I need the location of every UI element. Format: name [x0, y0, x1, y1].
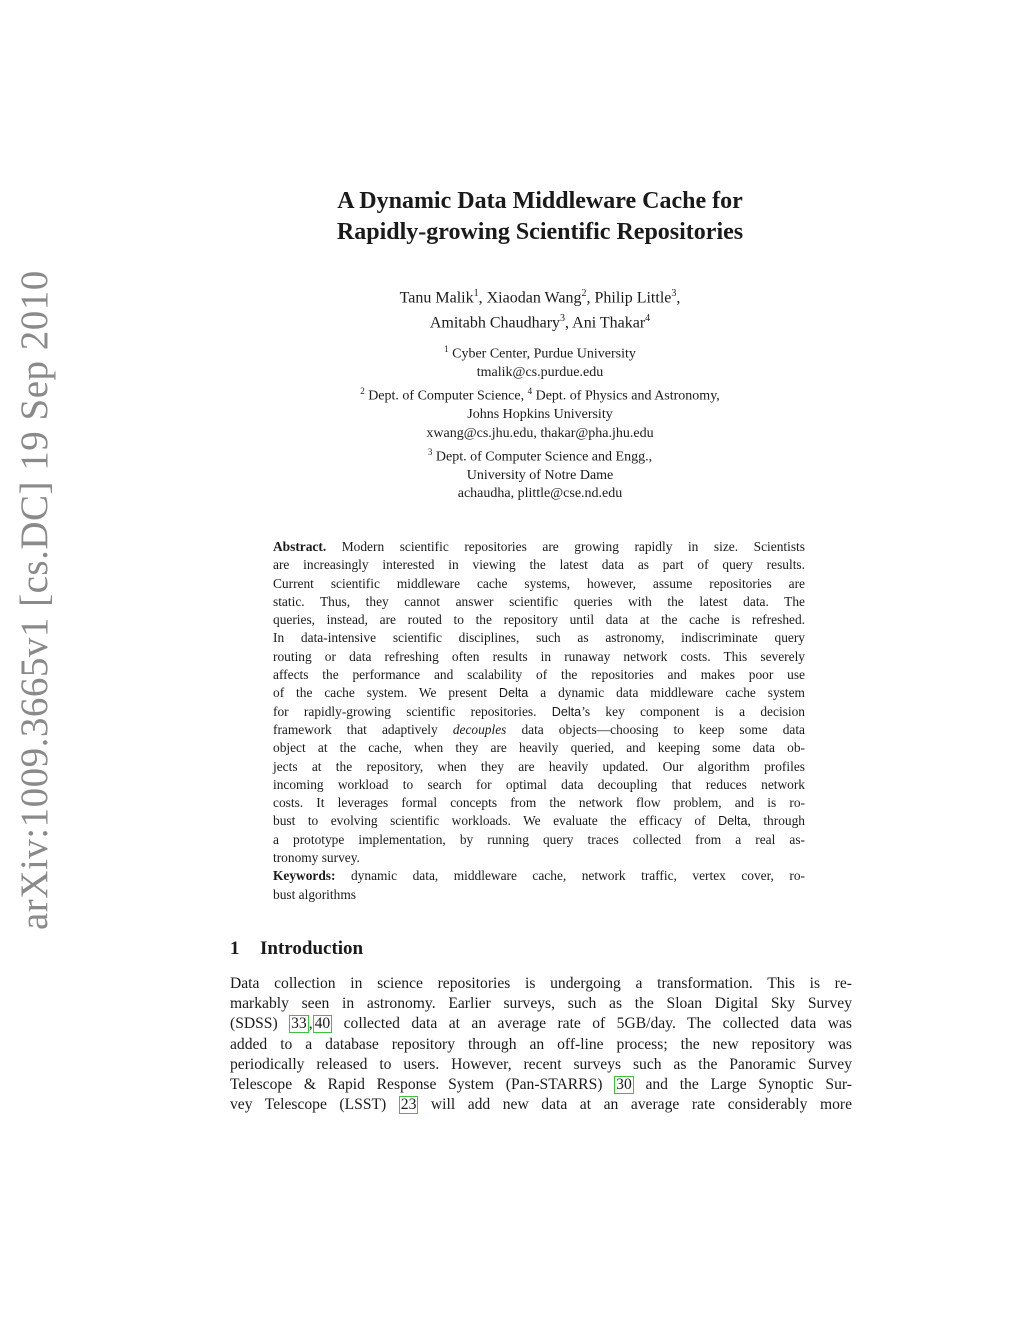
- citation-link[interactable]: 23: [400, 1096, 417, 1114]
- abstract-line: affects the performance and scalability of the repositories and makes poor use: [273, 667, 805, 683]
- author-affiliation-mark: 3: [671, 288, 677, 299]
- abstract-text: Modern scientific repositories are growing rapidly in size. Scientists: [341, 539, 805, 554]
- introduction-body: [230, 974, 852, 1115]
- affiliation-3: [230, 443, 850, 467]
- abstract-text: bust to evolving scientific workloads. We evaluate the efficacy of: [273, 813, 706, 829]
- citation-link[interactable]: 33: [291, 1015, 307, 1033]
- body-text: collected data at an average rate of 5GB/day. The collected data was: [343, 1015, 853, 1033]
- abstract-text: ’s key component is a decision: [581, 703, 805, 719]
- system-name-delta: Delta: [551, 704, 582, 719]
- author-list: [230, 283, 850, 334]
- affiliation-2-4-institution: Johns Hopkins University: [467, 407, 613, 423]
- affiliation-name: Dept. of Computer Science,: [368, 388, 525, 404]
- body-text: vey Telescope (LSST): [230, 1096, 387, 1114]
- author-affiliation-mark: 4: [645, 313, 651, 325]
- author-name: Philip Little: [594, 289, 672, 307]
- body-text: will add new data at an average rate considerably more: [430, 1096, 852, 1114]
- body-line: [230, 1095, 852, 1115]
- affiliation-1-email: tmalik@cs.purdue.edu: [476, 364, 604, 380]
- abstract-line: [273, 703, 805, 721]
- citation-link[interactable]: 40: [314, 1015, 331, 1033]
- affiliation-name: Dept. of Physics and Astronomy,: [535, 388, 720, 404]
- author-line-2: Amitabh Chaudhary$^3$, Ani Thakar$^4$: [429, 313, 651, 332]
- affiliation-3-institution: University of Notre Dame: [466, 467, 614, 483]
- author-affiliation-mark: 2: [581, 288, 587, 299]
- paper-title: [230, 186, 850, 248]
- abstract-line: a prototype implementation, by running query traces collected from a real as-: [273, 831, 805, 847]
- body-line: (SDSS) 33 , 40 collected data at an average rate of 5GB/day. The collected data was: [230, 1015, 853, 1033]
- body-line: markably seen in astronomy. Earlier surveys, such as the Sloan Digital Sky Survey: [230, 995, 852, 1013]
- body-text: Telescope & Rapid Response System (Pan-STARRS): [230, 1075, 603, 1093]
- abstract-line: [273, 812, 805, 830]
- affiliation-2-4: [230, 382, 850, 406]
- system-name-delta: Delta: [498, 686, 529, 701]
- body-line: added to a database repository through an off-line process; the new repository was: [230, 1035, 852, 1053]
- author-line-1: Tanu Malik$^1$, Xiaodan Wang$^2$, Philip Little$^3$,: [399, 288, 681, 307]
- author-affiliation-mark: 1: [473, 288, 479, 299]
- body-line: [230, 1075, 852, 1095]
- affiliation-mark: 4: [527, 386, 533, 397]
- title-line-1: A Dynamic Data Middleware Cache for: [337, 188, 743, 214]
- abstract-line: [273, 721, 805, 739]
- abstract-line: object at the cache, when they are heavily queried, and keeping some data ob-: [273, 740, 805, 756]
- keywords-text: dynamic data, middleware cache, network traffic, vertex cover, ro-: [350, 868, 805, 884]
- abstract-line: incoming workload to search for optimal data decoupling that reduces network: [273, 776, 805, 792]
- abstract-text: , through: [747, 813, 805, 829]
- body-text: (SDSS): [230, 1015, 278, 1033]
- affiliation-mark: 1: [444, 344, 449, 354]
- author-name: Amitabh Chaudhary: [429, 314, 561, 332]
- abstract-label: Abstract.: [273, 539, 327, 554]
- section-number: 1: [230, 938, 240, 959]
- system-name-delta: Delta: [718, 814, 748, 829]
- body-line: periodically released to users. However, recent surveys such as the Panoramic Survey: [230, 1055, 852, 1073]
- author-name: Tanu Malik: [399, 289, 474, 307]
- affiliation-mark: 3: [427, 446, 433, 457]
- affiliation-3-email: achaudha, plittle@cse.nd.edu: [457, 486, 623, 502]
- abstract-line: tronomy survey.: [273, 850, 360, 866]
- abstract-text: a dynamic data middleware cache system: [540, 685, 805, 701]
- abstract: [273, 538, 805, 904]
- abstract-text: data objects—choosing to keep some data: [521, 721, 805, 737]
- abstract-text: of the cache system. We present: [273, 685, 487, 701]
- abstract-line: costs. It leverages formal concepts from the network flow problem, and is ro-: [273, 795, 805, 811]
- abstract-line: Current scientific middleware cache systems, however, assume repositories are: [273, 575, 805, 591]
- author-affiliation-mark: 3: [560, 313, 566, 325]
- author-name: Ani Thakar: [572, 314, 646, 332]
- abstract-line: In data-intensive scientific disciplines, such as astronomy, indiscriminate query: [273, 630, 805, 646]
- body-line: Data collection in science repositories is undergoing a transformation. This is re-: [230, 975, 852, 992]
- body-text: and the Large Synoptic Sur-: [645, 1075, 852, 1093]
- emphasis-decouples: decouples: [452, 721, 507, 737]
- abstract-line: queries, instead, are routed to the repository until data at the cache is refreshed.: [273, 612, 805, 628]
- abstract-line: [273, 538, 805, 556]
- keywords-line: [273, 867, 805, 885]
- arxiv-id-text: arXiv:1009.3665v1 [cs.DC] 19 Sep 2010: [13, 270, 56, 930]
- abstract-line: jects at the repository, when they are heavily updated. Our algorithm profiles: [273, 758, 805, 774]
- affiliation-1: [230, 340, 850, 364]
- arxiv-identifier-stamp: [0, 270, 80, 930]
- title-line-2: Rapidly-growing Scientific Repositories: [336, 219, 744, 245]
- abstract-text: for rapidly-growing scientific repositories.: [273, 703, 537, 719]
- affiliation-2-4-email: xwang@cs.jhu.edu, thakar@pha.jhu.edu: [426, 425, 654, 441]
- abstract-line: [273, 684, 805, 702]
- section-title: Introduction: [260, 938, 364, 959]
- affiliation-block: [230, 340, 850, 503]
- section-heading-introduction: [230, 938, 363, 960]
- author-name: Xiaodan Wang: [486, 289, 582, 307]
- affiliation-mark: 2: [360, 386, 365, 397]
- citation-link[interactable]: 30: [616, 1075, 632, 1093]
- abstract-line: static. Thus, they cannot answer scientific queries with the latest data. The: [273, 593, 805, 609]
- abstract-line: are increasingly interested in viewing the latest data as part of query results.: [273, 557, 805, 573]
- abstract-text: framework that adaptively: [273, 721, 438, 737]
- abstract-line: routing or data refreshing often results in runaway network costs. This severely: [273, 648, 805, 664]
- keywords-label: Keywords:: [273, 868, 336, 884]
- affiliation-name: Dept. of Computer Science and Engg.,: [435, 449, 653, 465]
- keywords-line: bust algorithms: [273, 886, 356, 902]
- affiliation-name: Cyber Center, Purdue University: [452, 346, 636, 362]
